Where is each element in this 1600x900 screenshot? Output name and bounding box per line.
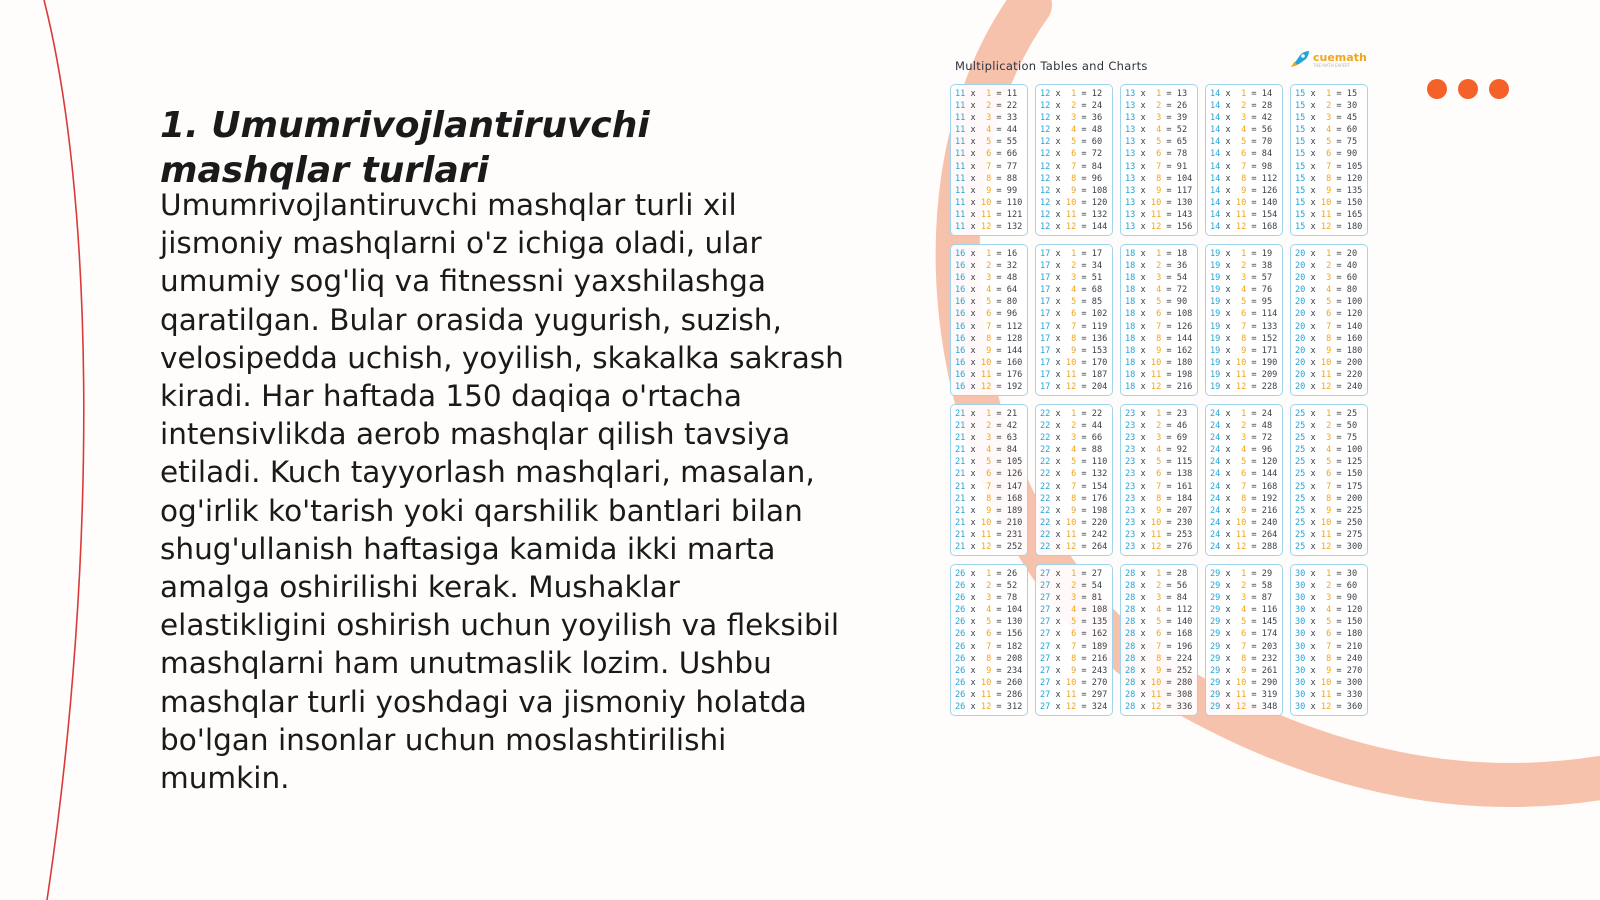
table-row: 30 x 12 = 360 [1295, 702, 1363, 713]
table-row: 16 x 12 = 192 [955, 382, 1023, 393]
table-card-11 [950, 84, 1028, 236]
table-row: 17 x 10 = 170 [1040, 357, 1108, 368]
table-row: 13 x 12 = 156 [1125, 222, 1193, 233]
table-row: 26 x 12 = 312 [955, 702, 1023, 713]
table-row: 18 x 2 = 36 [1125, 261, 1188, 272]
table-row: 23 x 8 = 184 [1125, 493, 1193, 504]
table-row: 12 x 12 = 144 [1040, 222, 1108, 233]
table-row: 19 x 11 = 209 [1210, 369, 1278, 380]
table-row: 28 x 6 = 168 [1125, 629, 1193, 640]
table-row: 28 x 7 = 196 [1125, 641, 1193, 652]
table-row: 26 x 10 = 260 [955, 677, 1023, 688]
table-row: 12 x 11 = 132 [1040, 209, 1108, 220]
table-row: 30 x 3 = 90 [1295, 593, 1358, 604]
table-row: 20 x 3 = 60 [1295, 273, 1358, 284]
table-row: 28 x 8 = 224 [1125, 653, 1193, 664]
table-row: 29 x 10 = 290 [1210, 677, 1278, 688]
table-row: 18 x 12 = 216 [1125, 382, 1193, 393]
table-row: 11 x 1 = 11 [955, 89, 1018, 99]
table-row: 30 x 4 = 120 [1295, 605, 1363, 616]
table-row: 25 x 7 = 175 [1295, 481, 1363, 492]
table-row: 13 x 4 = 52 [1125, 125, 1188, 136]
table-row: 14 x 11 = 154 [1210, 209, 1278, 220]
table-row: 13 x 2 = 26 [1125, 101, 1188, 112]
table-row: 22 x 9 = 198 [1040, 505, 1108, 516]
table-row: 23 x 2 = 46 [1125, 421, 1188, 432]
table-card-19 [1205, 244, 1283, 396]
table-row: 20 x 8 = 160 [1295, 333, 1363, 344]
table-card-28 [1120, 564, 1198, 716]
table-row: 12 x 9 = 108 [1040, 185, 1108, 196]
table-row: 30 x 5 = 150 [1295, 617, 1363, 628]
table-card-21 [950, 404, 1028, 556]
table-row: 21 x 1 = 21 [955, 409, 1018, 419]
table-row: 15 x 3 = 45 [1295, 113, 1358, 124]
table-row: 19 x 3 = 57 [1210, 273, 1273, 284]
table-card-13 [1120, 84, 1198, 236]
table-row: 16 x 2 = 32 [955, 261, 1018, 272]
table-row: 19 x 7 = 133 [1210, 321, 1278, 332]
table-row: 16 x 4 = 64 [955, 285, 1018, 296]
table-row: 14 x 3 = 42 [1210, 113, 1273, 124]
table-row: 12 x 4 = 48 [1040, 125, 1103, 136]
table-row: 27 x 11 = 297 [1040, 689, 1108, 700]
multiplication-tables-grid [950, 84, 1370, 716]
table-row: 18 x 8 = 144 [1125, 333, 1193, 344]
table-row: 26 x 11 = 286 [955, 689, 1023, 700]
table-row: 12 x 2 = 24 [1040, 101, 1103, 112]
table-row: 15 x 2 = 30 [1295, 101, 1358, 112]
table-row: 26 x 8 = 208 [955, 653, 1023, 664]
table-row: 18 x 7 = 126 [1125, 321, 1193, 332]
table-row: 19 x 6 = 114 [1210, 309, 1278, 320]
table-card-29 [1205, 564, 1283, 716]
table-row: 18 x 10 = 180 [1125, 357, 1193, 368]
table-row: 20 x 10 = 200 [1295, 357, 1363, 368]
table-row: 29 x 2 = 58 [1210, 581, 1273, 592]
table-row: 12 x 7 = 84 [1040, 161, 1103, 172]
table-row: 30 x 9 = 270 [1295, 665, 1363, 676]
table-row: 15 x 9 = 135 [1295, 185, 1363, 196]
table-row: 15 x 8 = 120 [1295, 173, 1363, 184]
table-row: 24 x 12 = 288 [1210, 542, 1278, 553]
table-card-20 [1290, 244, 1368, 396]
table-row: 12 x 6 = 72 [1040, 149, 1103, 160]
table-row: 25 x 9 = 225 [1295, 505, 1363, 516]
table-row: 27 x 9 = 243 [1040, 665, 1108, 676]
table-row: 25 x 6 = 150 [1295, 469, 1363, 480]
table-row: 11 x 3 = 33 [955, 113, 1018, 124]
table-row: 19 x 4 = 76 [1210, 285, 1273, 296]
table-row: 20 x 7 = 140 [1295, 321, 1363, 332]
table-row: 14 x 9 = 126 [1210, 185, 1278, 196]
table-row: 26 x 6 = 156 [955, 629, 1023, 640]
table-row: 25 x 8 = 200 [1295, 493, 1363, 504]
table-row: 11 x 11 = 121 [955, 209, 1023, 220]
table-row: 22 x 4 = 88 [1040, 445, 1103, 456]
table-row: 12 x 10 = 120 [1040, 197, 1108, 208]
table-row: 30 x 11 = 330 [1295, 689, 1363, 700]
table-row: 23 x 1 = 23 [1125, 409, 1188, 419]
table-row: 28 x 9 = 252 [1125, 665, 1193, 676]
table-row: 21 x 8 = 168 [955, 493, 1023, 504]
table-row: 28 x 10 = 280 [1125, 677, 1193, 688]
table-row: 25 x 11 = 275 [1295, 529, 1363, 540]
table-row: 13 x 11 = 143 [1125, 209, 1193, 220]
table-row: 29 x 12 = 348 [1210, 702, 1278, 713]
table-row: 12 x 1 = 12 [1040, 89, 1103, 99]
table-row: 14 x 8 = 112 [1210, 173, 1278, 184]
table-row: 24 x 11 = 264 [1210, 529, 1278, 540]
table-row: 11 x 6 = 66 [955, 149, 1018, 160]
table-row: 23 x 12 = 276 [1125, 542, 1193, 553]
table-row: 19 x 1 = 19 [1210, 249, 1273, 259]
logo-text: cuemath [1313, 51, 1367, 64]
table-card-24 [1205, 404, 1283, 556]
cuemath-logo [1288, 50, 1367, 70]
table-row: 22 x 5 = 110 [1040, 457, 1108, 468]
table-row: 20 x 12 = 240 [1295, 382, 1363, 393]
table-card-30 [1290, 564, 1368, 716]
table-card-27 [1035, 564, 1113, 716]
table-row: 28 x 12 = 336 [1125, 702, 1193, 713]
table-row: 14 x 6 = 84 [1210, 149, 1273, 160]
table-row: 12 x 5 = 60 [1040, 137, 1103, 148]
table-row: 14 x 5 = 70 [1210, 137, 1273, 148]
table-row: 25 x 5 = 125 [1295, 457, 1363, 468]
table-card-25 [1290, 404, 1368, 556]
table-row: 17 x 2 = 34 [1040, 261, 1103, 272]
table-row: 21 x 11 = 231 [955, 529, 1023, 540]
table-row: 20 x 5 = 100 [1295, 297, 1363, 308]
table-row: 14 x 2 = 28 [1210, 101, 1273, 112]
table-row: 20 x 1 = 20 [1295, 249, 1358, 259]
table-row: 27 x 2 = 54 [1040, 581, 1103, 592]
table-row: 27 x 3 = 81 [1040, 593, 1103, 604]
table-row: 16 x 6 = 96 [955, 309, 1018, 320]
table-row: 17 x 1 = 17 [1040, 249, 1103, 259]
table-row: 21 x 10 = 210 [955, 517, 1023, 528]
table-row: 19 x 2 = 38 [1210, 261, 1273, 272]
table-card-16 [950, 244, 1028, 396]
table-row: 23 x 4 = 92 [1125, 445, 1188, 456]
table-card-12 [1035, 84, 1113, 236]
table-row: 12 x 3 = 36 [1040, 113, 1103, 124]
table-row: 29 x 11 = 319 [1210, 689, 1278, 700]
table-row: 22 x 11 = 242 [1040, 529, 1108, 540]
table-row: 30 x 6 = 180 [1295, 629, 1363, 640]
table-row: 13 x 6 = 78 [1125, 149, 1188, 160]
table-card-18 [1120, 244, 1198, 396]
table-row: 28 x 1 = 28 [1125, 569, 1188, 579]
table-row: 15 x 1 = 15 [1295, 89, 1358, 99]
table-row: 14 x 10 = 140 [1210, 197, 1278, 208]
table-row: 13 x 10 = 130 [1125, 197, 1193, 208]
table-row: 18 x 6 = 108 [1125, 309, 1193, 320]
table-row: 27 x 12 = 324 [1040, 702, 1108, 713]
table-row: 15 x 11 = 165 [1295, 209, 1363, 220]
table-row: 27 x 8 = 216 [1040, 653, 1108, 664]
table-row: 22 x 1 = 22 [1040, 409, 1103, 419]
table-row: 30 x 2 = 60 [1295, 581, 1358, 592]
table-row: 19 x 5 = 95 [1210, 297, 1273, 308]
table-row: 14 x 4 = 56 [1210, 125, 1273, 136]
table-row: 28 x 3 = 84 [1125, 593, 1188, 604]
table-row: 11 x 5 = 55 [955, 137, 1018, 148]
table-row: 21 x 7 = 147 [955, 481, 1023, 492]
table-row: 27 x 7 = 189 [1040, 641, 1108, 652]
table-row: 30 x 7 = 210 [1295, 641, 1363, 652]
table-row: 14 x 1 = 14 [1210, 89, 1273, 99]
table-row: 15 x 7 = 105 [1295, 161, 1363, 172]
logo-subtext: THE MATH EXPERT [1313, 63, 1350, 68]
table-row: 29 x 8 = 232 [1210, 653, 1278, 664]
table-row: 21 x 2 = 42 [955, 421, 1018, 432]
table-row: 21 x 3 = 63 [955, 433, 1018, 444]
table-row: 26 x 1 = 26 [955, 569, 1018, 579]
table-row: 29 x 6 = 174 [1210, 629, 1278, 640]
table-row: 26 x 3 = 78 [955, 593, 1018, 604]
decorative-dots [1427, 79, 1509, 99]
table-row: 17 x 4 = 68 [1040, 285, 1103, 296]
table-row: 21 x 5 = 105 [955, 457, 1023, 468]
table-row: 23 x 10 = 230 [1125, 517, 1193, 528]
table-row: 20 x 11 = 220 [1295, 369, 1363, 380]
table-row: 15 x 6 = 90 [1295, 149, 1358, 160]
table-row: 28 x 5 = 140 [1125, 617, 1193, 628]
table-row: 17 x 5 = 85 [1040, 297, 1103, 308]
table-row: 19 x 9 = 171 [1210, 345, 1278, 356]
table-card-23 [1120, 404, 1198, 556]
table-row: 20 x 4 = 80 [1295, 285, 1358, 296]
table-row: 24 x 6 = 144 [1210, 469, 1278, 480]
slide-title: 1. Umumrivojlantiruvchi mashqlar turlari [160, 105, 650, 191]
table-row: 24 x 5 = 120 [1210, 457, 1278, 468]
table-row: 30 x 1 = 30 [1295, 569, 1358, 579]
table-card-17 [1035, 244, 1113, 396]
table-row: 15 x 10 = 150 [1295, 197, 1363, 208]
table-row: 27 x 1 = 27 [1040, 569, 1103, 579]
table-row: 13 x 5 = 65 [1125, 137, 1188, 148]
table-row: 17 x 6 = 102 [1040, 309, 1108, 320]
table-row: 13 x 1 = 13 [1125, 89, 1188, 99]
table-row: 19 x 8 = 152 [1210, 333, 1278, 344]
table-row: 15 x 4 = 60 [1295, 125, 1358, 136]
table-row: 23 x 3 = 69 [1125, 433, 1188, 444]
table-row: 13 x 7 = 91 [1125, 161, 1188, 172]
table-row: 29 x 1 = 29 [1210, 569, 1273, 579]
table-row: 21 x 9 = 189 [955, 505, 1023, 516]
table-row: 23 x 7 = 161 [1125, 481, 1193, 492]
table-row: 17 x 9 = 153 [1040, 345, 1108, 356]
table-row: 20 x 6 = 120 [1295, 309, 1363, 320]
table-row: 21 x 12 = 252 [955, 542, 1023, 553]
table-row: 16 x 1 = 16 [955, 249, 1018, 259]
decorative-red-line [44, 0, 84, 900]
table-row: 19 x 10 = 190 [1210, 357, 1278, 368]
table-row: 29 x 7 = 203 [1210, 641, 1278, 652]
table-row: 27 x 10 = 270 [1040, 677, 1108, 688]
orange-dot [1427, 79, 1447, 99]
table-row: 16 x 3 = 48 [955, 273, 1018, 284]
table-row: 24 x 1 = 24 [1210, 409, 1273, 419]
table-card-15 [1290, 84, 1368, 236]
table-row: 22 x 3 = 66 [1040, 433, 1103, 444]
table-row: 28 x 4 = 112 [1125, 605, 1193, 616]
table-row: 18 x 9 = 162 [1125, 345, 1193, 356]
table-row: 15 x 12 = 180 [1295, 222, 1363, 233]
table-row: 23 x 6 = 138 [1125, 469, 1193, 480]
table-row: 16 x 10 = 160 [955, 357, 1023, 368]
table-row: 11 x 8 = 88 [955, 173, 1018, 184]
table-row: 26 x 5 = 130 [955, 617, 1023, 628]
table-row: 17 x 7 = 119 [1040, 321, 1108, 332]
table-row: 26 x 2 = 52 [955, 581, 1018, 592]
table-row: 26 x 7 = 182 [955, 641, 1023, 652]
table-row: 16 x 11 = 176 [955, 369, 1023, 380]
table-row: 28 x 11 = 308 [1125, 689, 1193, 700]
table-row: 24 x 3 = 72 [1210, 433, 1273, 444]
table-row: 29 x 9 = 261 [1210, 665, 1278, 676]
table-row: 24 x 9 = 216 [1210, 505, 1278, 516]
table-row: 16 x 8 = 128 [955, 333, 1023, 344]
table-row: 22 x 2 = 44 [1040, 421, 1103, 432]
table-row: 27 x 4 = 108 [1040, 605, 1108, 616]
table-row: 23 x 5 = 115 [1125, 457, 1193, 468]
table-row: 25 x 1 = 25 [1295, 409, 1358, 419]
table-row: 21 x 6 = 126 [955, 469, 1023, 480]
table-row: 24 x 8 = 192 [1210, 493, 1278, 504]
table-row: 18 x 1 = 18 [1125, 249, 1188, 259]
table-row: 20 x 2 = 40 [1295, 261, 1358, 272]
table-row: 11 x 4 = 44 [955, 125, 1018, 136]
table-row: 14 x 12 = 168 [1210, 222, 1278, 233]
table-row: 16 x 7 = 112 [955, 321, 1023, 332]
table-row: 25 x 4 = 100 [1295, 445, 1363, 456]
table-row: 16 x 5 = 80 [955, 297, 1018, 308]
table-row: 24 x 4 = 96 [1210, 445, 1273, 456]
table-row: 19 x 12 = 228 [1210, 382, 1278, 393]
table-row: 20 x 9 = 180 [1295, 345, 1363, 356]
table-row: 25 x 12 = 300 [1295, 542, 1363, 553]
table-row: 17 x 12 = 204 [1040, 382, 1108, 393]
chart-image-title: Multiplication Tables and Charts [955, 59, 1148, 73]
table-row: 22 x 10 = 220 [1040, 517, 1108, 528]
table-row: 24 x 10 = 240 [1210, 517, 1278, 528]
table-row: 22 x 8 = 176 [1040, 493, 1108, 504]
table-row: 27 x 6 = 162 [1040, 629, 1108, 640]
orange-dot [1489, 79, 1509, 99]
table-row: 11 x 7 = 77 [955, 161, 1018, 172]
table-row: 28 x 2 = 56 [1125, 581, 1188, 592]
table-row: 17 x 8 = 136 [1040, 333, 1108, 344]
slide-body-text: Umumrivojlantiruvchi mashqlar turli xil jismoniy mashqlarni o'z ichiga oladi, ular umumiy sog'liq va fitnessni yaxshilashga qaratilgan. Bular orasida yugurish, suzish, velosipedda uchish, yoyilish, skakalka sakrash kiradi. Har haftada 150 daqiqa o'rtacha intensivlikda aerob mashqlar qilish tavsiya etiladi. Kuch tayyorlash mashqlari, masalan, og'irlik ko'tarish yoki qarshilik bantlari bilan shug'ullanish haftasiga kamida ikki marta amalga oshirilishi kerak. Mushaklar elastikligini oshirish uchun yoyilish va fleksibil mashqlarni ham unutmaslik lozim. Ushbu mashqlar turli yoshdagi va jismoniy holatda bo'lgan insonlar uchun moslashtirilishi mumkin. [160, 188, 844, 796]
table-row: 17 x 3 = 51 [1040, 273, 1103, 284]
table-row: 15 x 5 = 75 [1295, 137, 1358, 148]
table-row: 18 x 3 = 54 [1125, 273, 1188, 284]
table-row: 11 x 12 = 132 [955, 222, 1023, 233]
table-row: 12 x 8 = 96 [1040, 173, 1103, 184]
table-row: 23 x 9 = 207 [1125, 505, 1193, 516]
table-row: 30 x 8 = 240 [1295, 653, 1363, 664]
table-row: 23 x 11 = 253 [1125, 529, 1193, 540]
table-row: 21 x 4 = 84 [955, 445, 1018, 456]
table-card-14 [1205, 84, 1283, 236]
table-row: 22 x 12 = 264 [1040, 542, 1108, 553]
table-row: 16 x 9 = 144 [955, 345, 1023, 356]
table-row: 18 x 11 = 198 [1125, 369, 1193, 380]
table-row: 27 x 5 = 135 [1040, 617, 1108, 628]
table-row: 29 x 4 = 116 [1210, 605, 1278, 616]
table-row: 22 x 7 = 154 [1040, 481, 1108, 492]
table-card-22 [1035, 404, 1113, 556]
orange-dot [1458, 79, 1478, 99]
table-row: 13 x 8 = 104 [1125, 173, 1193, 184]
table-row: 24 x 7 = 168 [1210, 481, 1278, 492]
table-card-26 [950, 564, 1028, 716]
table-row: 24 x 2 = 48 [1210, 421, 1273, 432]
table-row: 18 x 4 = 72 [1125, 285, 1188, 296]
table-row: 11 x 9 = 99 [955, 185, 1018, 196]
table-row: 29 x 5 = 145 [1210, 617, 1278, 628]
table-row: 14 x 7 = 98 [1210, 161, 1273, 172]
table-row: 26 x 9 = 234 [955, 665, 1023, 676]
table-row: 13 x 9 = 117 [1125, 185, 1193, 196]
table-row: 25 x 3 = 75 [1295, 433, 1358, 444]
table-row: 18 x 5 = 90 [1125, 297, 1188, 308]
table-row: 17 x 11 = 187 [1040, 369, 1108, 380]
table-row: 22 x 6 = 132 [1040, 469, 1108, 480]
table-row: 25 x 10 = 250 [1295, 517, 1363, 528]
table-row: 11 x 10 = 110 [955, 197, 1023, 208]
table-row: 29 x 3 = 87 [1210, 593, 1273, 604]
rocket-icon [1288, 50, 1310, 70]
table-row: 30 x 10 = 300 [1295, 677, 1363, 688]
table-row: 11 x 2 = 22 [955, 101, 1018, 112]
table-row: 13 x 3 = 39 [1125, 113, 1188, 124]
table-row: 26 x 4 = 104 [955, 605, 1023, 616]
table-row: 25 x 2 = 50 [1295, 421, 1358, 432]
